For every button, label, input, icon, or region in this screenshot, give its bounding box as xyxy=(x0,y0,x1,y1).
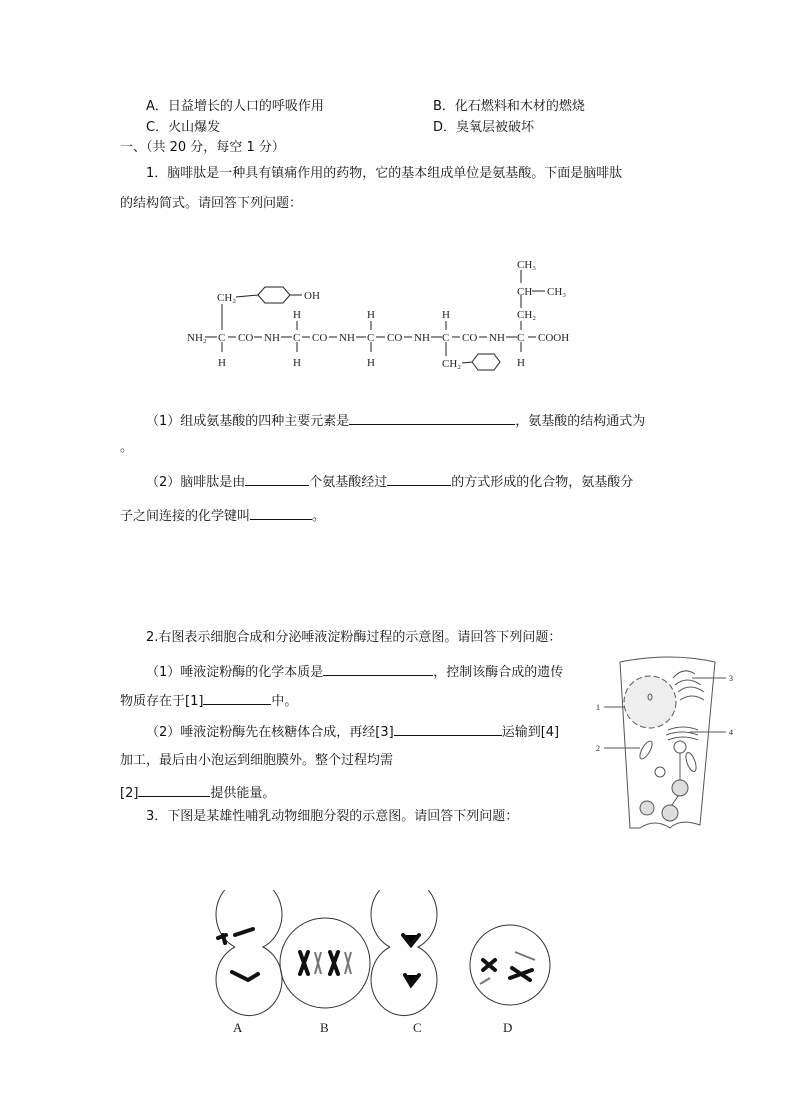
answer-blank-elements[interactable] xyxy=(349,411,515,425)
formula-nh: NH xyxy=(489,332,505,344)
q1-part1-end: 。 xyxy=(120,440,134,455)
formula-ch: CH xyxy=(517,286,533,298)
q2-part1-cont xyxy=(120,691,297,710)
formula-co: CO xyxy=(387,332,403,344)
figure-label-1: 1 xyxy=(596,703,600,712)
q2-intro: 2.右图表示细胞合成和分泌唾液淀粉酶过程的示意图。请回答下列问题： xyxy=(146,630,562,645)
q1-part2-text: （2）脑啡肽是由 xyxy=(146,475,246,490)
answer-blank-method[interactable] xyxy=(387,472,451,486)
secretory-cell-figure xyxy=(590,650,750,840)
q2-text: （1）唾液淀粉酶的化学本质是 xyxy=(146,665,324,680)
cell-c-outline xyxy=(371,890,437,1016)
formula-c: C xyxy=(293,332,301,344)
cell-b-outline xyxy=(280,918,370,1008)
formula-c: C xyxy=(517,332,525,344)
q2-part2-cont: 加工，最后由小泡运到细胞膜外。整个过程均需 xyxy=(120,753,394,768)
q2-text: [2] xyxy=(120,786,139,801)
q1-part1 xyxy=(146,411,645,430)
answer-blank-nature[interactable] xyxy=(323,662,433,676)
formula-ch3: CH₃ xyxy=(517,259,537,271)
q2-text: 运输到[4] xyxy=(501,725,560,740)
cell-a-outline xyxy=(216,890,282,1016)
answer-blank-3[interactable] xyxy=(394,722,502,736)
q1-part2 xyxy=(146,472,633,491)
formula-c: C xyxy=(218,332,226,344)
q2-text: ，控制该酶合成的遗传 xyxy=(433,665,564,680)
answer-blank-count[interactable] xyxy=(245,472,309,486)
figure-label-3: 3 xyxy=(729,674,733,683)
formula-nh: NH xyxy=(414,332,430,344)
cell-label-c: C xyxy=(413,1020,422,1035)
formula-c: C xyxy=(367,332,375,344)
formula-cooh: COOH xyxy=(538,332,570,344)
q1-part2-text: 。 xyxy=(312,509,326,524)
formula-h: H xyxy=(367,357,375,369)
cell-label-b: B xyxy=(320,1020,329,1035)
q2-part2 xyxy=(146,722,559,741)
q1-part2-text: 的方式形成的化合物，氨基酸分 xyxy=(451,475,634,490)
formula-h: H xyxy=(293,357,301,369)
q2-text: 提供能量。 xyxy=(210,786,276,801)
q1-part1-text: ，氨基酸的结构通式为 xyxy=(515,414,646,429)
cell-label-a: A xyxy=(233,1020,243,1035)
formula-ch2: CH₂ xyxy=(442,358,462,370)
formula-c: C xyxy=(442,332,450,344)
figure-label-4: 4 xyxy=(729,728,733,737)
q1-part1-text: （1）组成氨基酸的四种主要元素是 xyxy=(146,414,350,429)
formula-h: H xyxy=(367,309,375,321)
formula-h: H xyxy=(293,309,301,321)
q1-intro: 1．脑啡肽是一种具有镇痛作用的药物，它的基本组成单位是氨基酸。下面是脑啡肽 xyxy=(146,166,623,181)
formula-nh: NH xyxy=(264,332,280,344)
cell-label-d: D xyxy=(503,1020,513,1035)
answer-blank-1[interactable] xyxy=(203,691,271,705)
formula-ch3: CH₃ xyxy=(547,286,567,298)
q2-text: （2）唾液淀粉酶先在核糖体合成，再经[3] xyxy=(146,725,394,740)
q1-intro-cont: 的结构简式。请回答下列问题： xyxy=(120,196,303,211)
formula-ch2: CH₂ xyxy=(217,292,237,304)
formula-co: CO xyxy=(238,332,254,344)
q3-intro: 3．下图是某雄性哺乳动物细胞分裂的示意图。请回答下列问题： xyxy=(146,809,519,824)
cell-d-outline xyxy=(470,925,550,1005)
formula-nh2: NH₂ xyxy=(187,332,207,344)
formula-co: CO xyxy=(312,332,328,344)
option-a: A．日益增长的人口的呼吸作用 xyxy=(146,99,324,114)
q1-part2-text: 个氨基酸经过 xyxy=(309,475,388,490)
formula-oh: OH xyxy=(304,290,320,302)
q1-part2-text: 子之间连接的化学键叫 xyxy=(120,509,251,524)
option-c: C．火山爆发 xyxy=(146,120,221,135)
q2-part2-end xyxy=(120,783,275,802)
q2-text: 物质存在于[1] xyxy=(120,694,204,709)
formula-ch2: CH₂ xyxy=(517,309,537,321)
formula-h: H xyxy=(517,357,525,369)
formula-co: CO xyxy=(462,332,478,344)
q2-text: 中。 xyxy=(271,694,298,709)
formula-h: H xyxy=(442,309,450,321)
formula-h: H xyxy=(218,357,226,369)
figure-label-2: 2 xyxy=(596,744,600,753)
answer-blank-bond[interactable] xyxy=(250,506,312,520)
q2-part1 xyxy=(146,662,563,681)
cell-division-figure xyxy=(190,890,560,1040)
enkephalin-structural-formula xyxy=(0,0,790,400)
formula-nh: NH xyxy=(339,332,355,344)
section-heading: 一、（共 20 分，每空 1 分） xyxy=(120,140,285,155)
q1-part2-cont xyxy=(120,506,325,525)
option-b: B．化石燃料和木材的燃烧 xyxy=(433,99,585,114)
answer-blank-2[interactable] xyxy=(138,783,210,797)
option-d: D．臭氧层被破坏 xyxy=(433,120,535,135)
